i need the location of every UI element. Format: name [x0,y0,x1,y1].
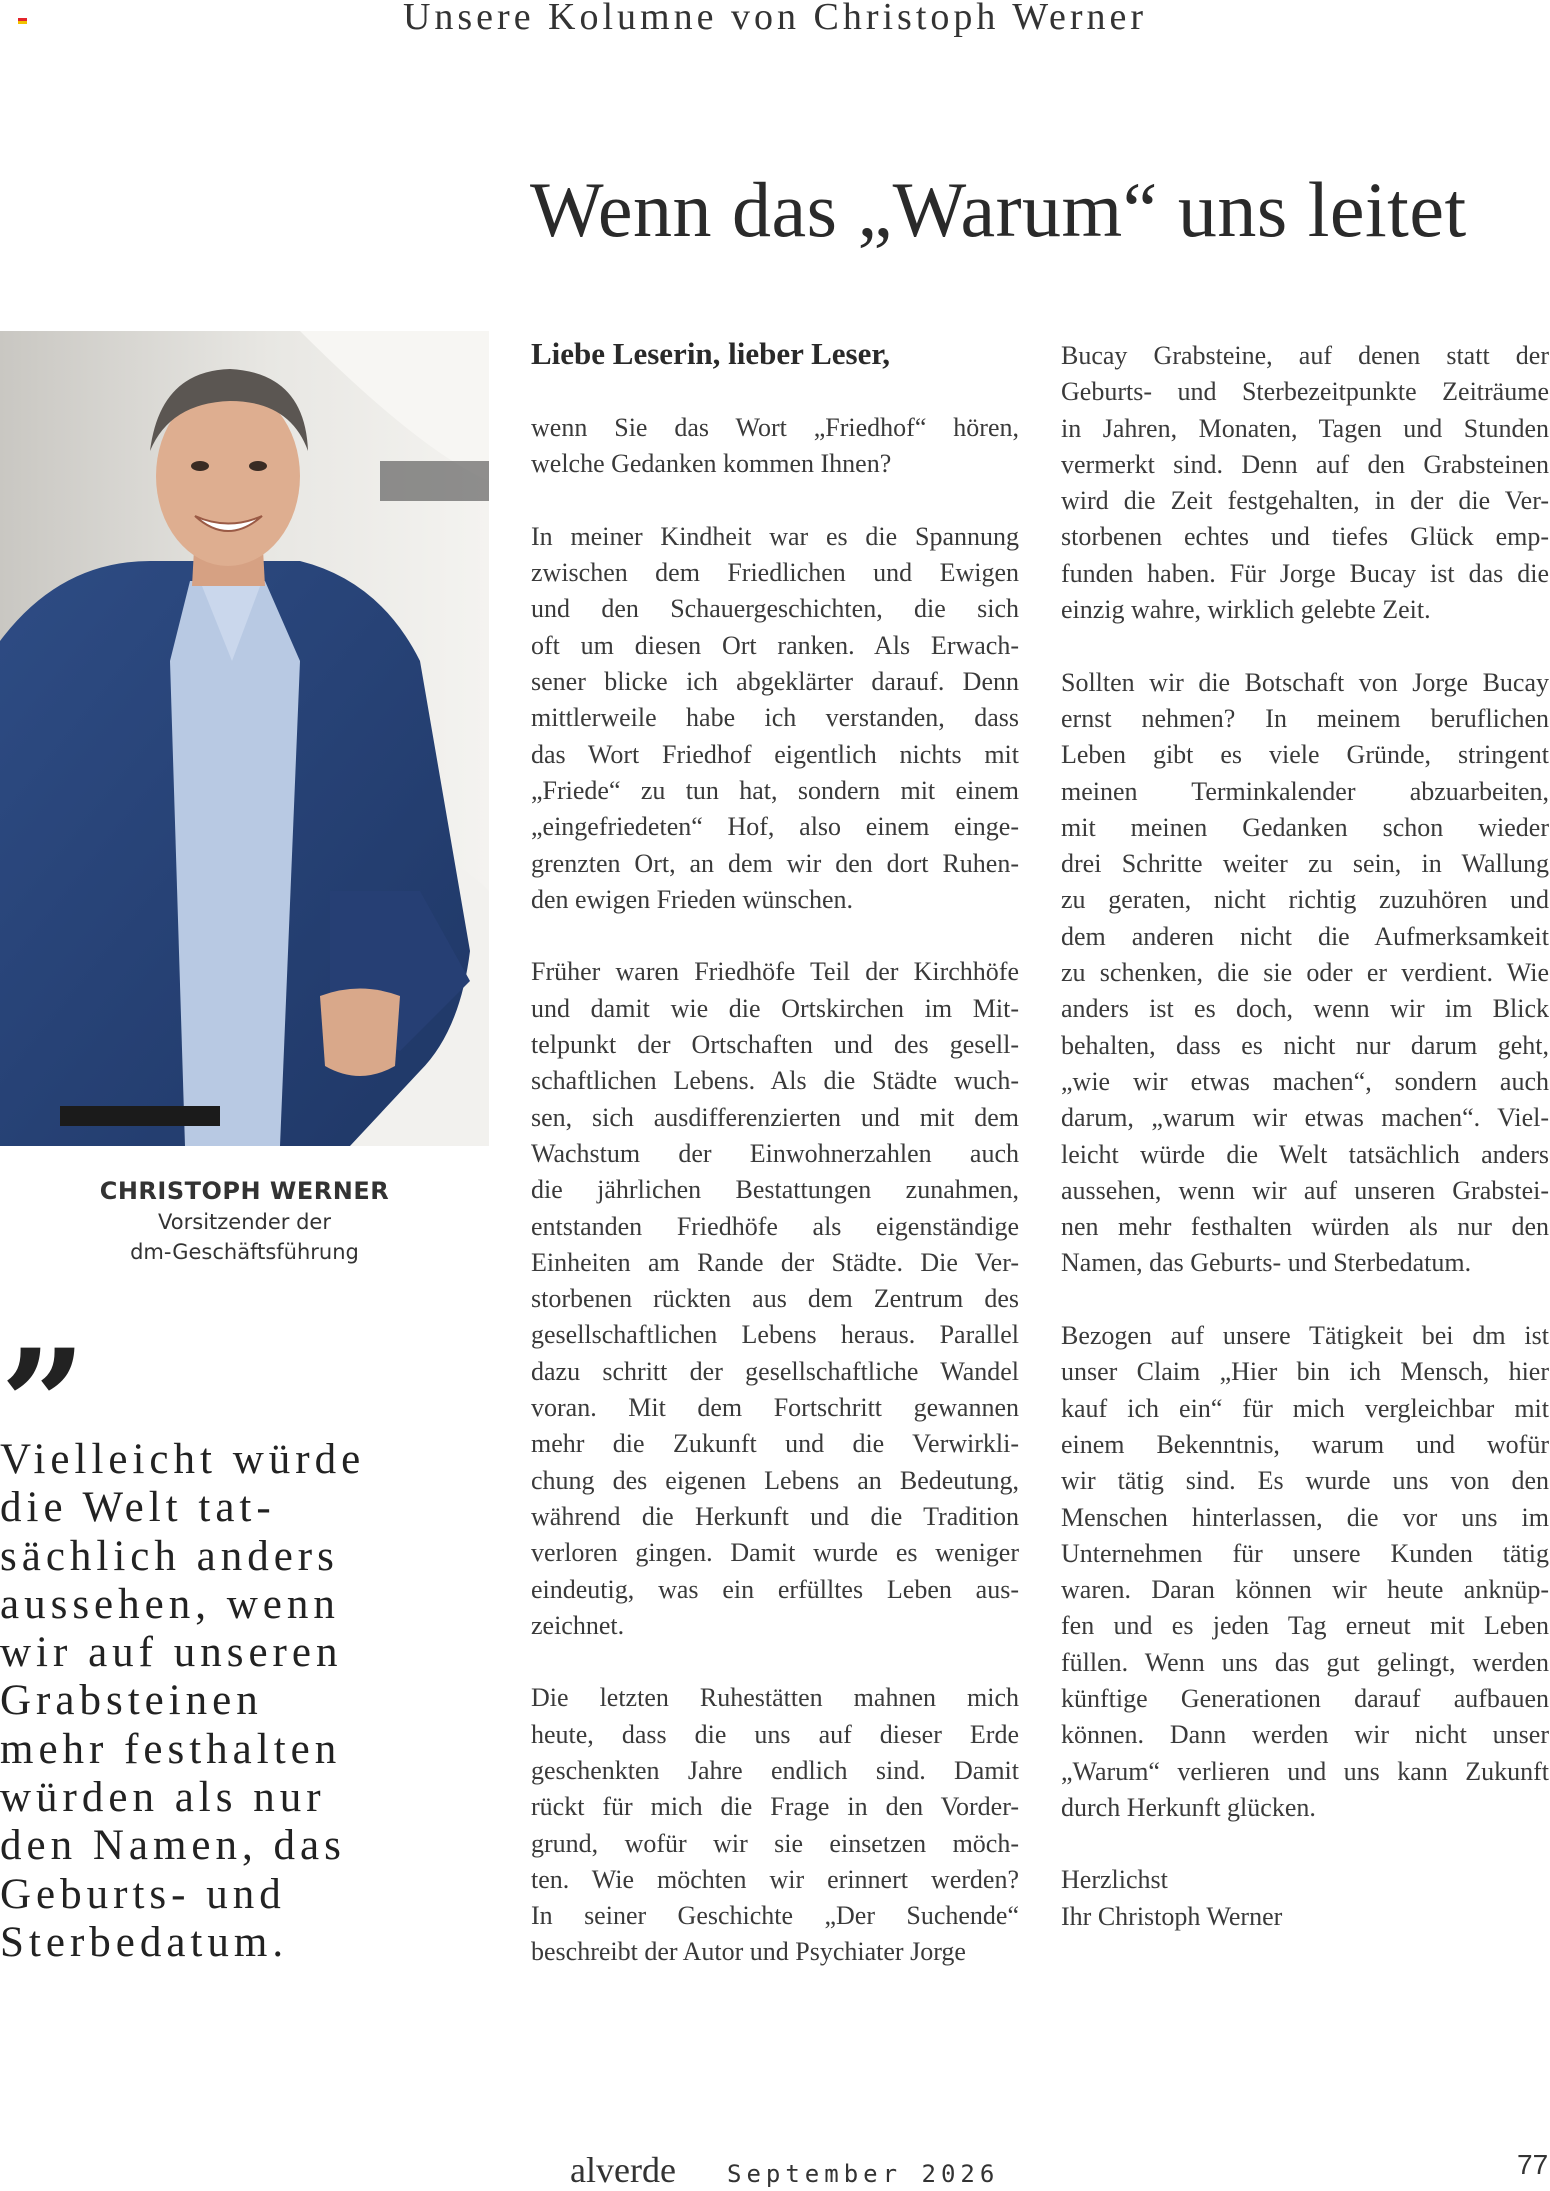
article-text-line: mehr die Zukunft und die Verwirkli- [531,1429,1019,1459]
article-text-line: meinen Terminkalender abzuarbeiten, [1061,776,1549,806]
author-name: CHRISTOPH WERNER [99,1177,390,1205]
article-text-line: „eingefriedeten“ Hof, also einem einge- [531,812,1019,842]
paragraph-gap [1061,1826,1549,1862]
pull-quote-line: mehr festhalten [0,1725,342,1773]
article-text-line: entstanden Friedhöfe als eigenständige [531,1211,1019,1241]
article-text-line: Früher waren Friedhöfe Teil der Kirchhöfe [531,957,1019,987]
article-text-line: telpunkt der Ortschaften und des gesell- [531,1030,1019,1060]
article-text-line: Bezogen auf unsere Tätigkeit bei dm ist [1061,1321,1549,1351]
article-text-line: chung des eigenen Lebens an Bedeutung, [531,1465,1019,1495]
article-text-line: und den Schauergeschichten, die sich [531,594,1019,624]
issue-date: September 2026 [727,2160,1000,2188]
article-salutation: Liebe Leserin, lieber Leser, [531,336,891,371]
article-text-line: „Friede“ zu tun hat, sondern mit einem [531,775,1019,805]
article-text-line: und damit wie die Ortskirchen im Mit- [531,993,1019,1023]
pull-quote-line: den Namen, das [0,1822,346,1870]
article-text-line: unser Claim „Hier bin ich Mensch, hier [1061,1357,1549,1387]
article-text-line: darum, „warum wir etwas machen“. Viel- [1061,1103,1549,1133]
article-text-line: heute, dass die uns auf dieser Erde [531,1719,1019,1749]
article-text-line: einem Bekenntnis, warum und wofür [1061,1429,1549,1459]
article-text-line: oft um diesen Ort ranken. Als Erwach- [531,630,1019,660]
pull-quote-line: Sterbedatum. [0,1918,289,1966]
article-text-line: geschenkten Jahre endlich sind. Damit [531,1755,1019,1785]
article-text-line: voran. Mit dem Fortschritt gewannen [531,1393,1019,1423]
author-role-line2: dm-Geschäftsführung [130,1240,359,1264]
article-text-line: waren. Daran können wir heute anknüp- [1061,1575,1549,1605]
article-text-line: können. Dann werden wir nicht unser [1061,1720,1549,1750]
paragraph-gap [1061,1282,1549,1318]
article-text-line: Herzlichst [1061,1865,1168,1895]
article-text-line: rückt für mich die Frage in den Vorder- [531,1792,1019,1822]
article-text-line: dem anderen nicht die Aufmerksamkeit [1061,921,1549,951]
article-text-line: einzig wahre, wirklich gelebte Zeit. [1061,595,1431,625]
article-text-line: verloren gingen. Damit wurde es weniger [531,1538,1019,1568]
article-text-line: gesellschaftlichen Lebens heraus. Parallel [531,1320,1019,1350]
pull-quote [0,1436,500,1967]
author-role-line1: Vorsitzender der [158,1210,331,1234]
article-text-line: aussehen, wenn wir auf unseren Grabstei- [1061,1175,1549,1205]
pull-quote-line: würden als nur [0,1774,326,1822]
paragraph-gap [1061,628,1549,664]
article-text-line: sener blicke ich abgeklärter darauf. Denn [531,667,1019,697]
article-text-line: füllen. Wenn uns das gut gelingt, werden [1061,1647,1549,1677]
article-text-line: wenn Sie das Wort „Friedhof“ hören, [531,413,1019,442]
article-text-line: zu schenken, die sie oder er verdient. Wie [1061,958,1549,988]
article-text-line: nen mehr festhalten würden als nur den [1061,1212,1549,1242]
article-text-line: den ewigen Frieden wünschen. [531,884,854,914]
article-text-line: durch Herkunft glücken. [1061,1792,1316,1822]
article-text-line: Geburts- und Sterbezeitpunkte Zeiträume [1061,377,1549,407]
article-column-1 [531,410,1019,1971]
article-text-line: Leben gibt es viele Gründe, stringent [1061,740,1549,770]
portrait-photo [0,331,489,1146]
article-text-line: drei Schritte weiter zu sein, in Wallung [1061,849,1549,879]
article-text-line: sen, sich ausdifferenzierten und mit dem [531,1102,1019,1132]
article-text-line: storbenen rückten aus dem Zentrum des [531,1284,1019,1314]
pull-quote-line: Vielleicht würde [0,1436,366,1483]
article-text-line: Wachstum der Einwohnerzahlen auch [531,1138,1019,1168]
pull-quote-line: Grabsteinen [0,1677,263,1725]
article-text-line: grenzten Ort, an dem wir den dort Ruhen- [531,848,1019,878]
article-text-line: wird die Zeit festgehalten, in der die Ver- [1061,486,1549,516]
article-text-line: welche Gedanken kommen Ihnen? [531,449,892,479]
pull-quote-line: sächlich anders [0,1532,339,1580]
article-text-line: schaftlichen Lebens. Als die Städte wuch- [531,1066,1019,1096]
article-text-line: zwischen dem Friedlichen und Ewigen [531,558,1019,588]
article-text-line: künftige Generationen darauf aufbauen [1061,1683,1549,1713]
article-text-line: ten. Wie möchten wir erinnert werden? [531,1864,1019,1894]
article-text-line: während die Herkunft und die Tradition [531,1501,1019,1531]
article-text-line: kauf ich ein“ für mich vergleichbar mit [1061,1393,1549,1423]
article-text-line: Die letzten Ruhestätten mahnen mich [531,1683,1019,1713]
quote-mark-icon: ” [0,1317,87,1493]
article-text-line: beschreibt der Autor und Psychiater Jorge [531,1937,966,1967]
article-text-line: die jährlichen Bestattungen zunahmen, [531,1175,1019,1205]
article-text-line: zeichnet. [531,1610,625,1640]
article-text-line: Unternehmen für unsere Kunden tätig [1061,1538,1549,1568]
article-text-line: ernst nehmen? In meinem beruflichen [1061,703,1549,733]
article-text-line: funden haben. Für Jorge Bucay ist das die [1061,558,1549,588]
article-text-line: das Wort Friedhof eigentlich nichts mit [531,739,1019,769]
article-text-line: dazu schritt der gesellschaftliche Wandel [531,1356,1019,1386]
article-text-line: Sollten wir die Botschaft von Jorge Bucay [1061,667,1549,697]
article-text-line: Menschen hinterlassen, die vor uns im [1061,1502,1549,1532]
article-text-line: Namen, das Geburts- und Sterbedatum. [1061,1248,1472,1278]
portrait-caption [0,1175,489,1267]
pull-quote-line: Geburts- und [0,1870,286,1918]
page-number: 77 [1517,2149,1549,2180]
column-kicker: Unsere Kolumne von Christoph Werner [402,0,1148,38]
article-text-line: behalten, dass es nicht nur darum geht, [1061,1030,1549,1060]
article-text-line: anders ist es doch, wenn wir im Blick [1061,994,1549,1024]
article-text-line: Bucay Grabsteine, auf denen statt der [1061,341,1549,370]
article-text-line: Einheiten am Rande der Städte. Die Ver- [531,1247,1019,1277]
article-text-line: mit meinen Gedanken schon wieder [1061,812,1549,842]
article-headline: Wenn das „Warum“ uns leitet [530,166,1467,253]
article-text-line: In meiner Kindheit war es die Spannung [531,521,1019,551]
article-text-line: zu geraten, nicht richtig zuzuhören und [1061,885,1549,915]
paragraph-gap [531,918,1019,954]
article-text-line: grund, wofür wir sie einsetzen möch- [531,1828,1019,1858]
article-text-line: fen und es jeden Tag erneut mit Leben [1061,1611,1549,1641]
paragraph-gap [531,1644,1019,1680]
pull-quote-line: aussehen, wenn [0,1580,340,1628]
pull-quote-line: wir auf unseren [0,1629,343,1677]
article-text-line: eindeutig, was ein erfülltes Leben aus- [531,1574,1019,1604]
article-column-2 [1061,338,1549,1935]
article-text-line: „wie wir etwas machen“, sondern auch [1061,1066,1549,1096]
article-text-line: mittlerweile habe ich verstanden, dass [531,703,1019,733]
article-text-line: vermerkt sind. Denn auf den Grabsteinen [1061,449,1549,479]
article-text-line: in Jahren, Monaten, Tagen und Stunden [1061,413,1549,443]
article-text-line: storbenen echtes und tiefes Glück emp- [1061,522,1549,552]
pull-quote-line: die Welt tat- [0,1484,276,1532]
paragraph-gap [531,483,1019,519]
magazine-logo: alverde [570,2150,676,2190]
article-text-line: leicht würde die Welt tatsächlich anders [1061,1139,1549,1169]
article-text-line: In seiner Geschichte „Der Suchende“ [531,1901,1019,1931]
article-text-line: „Warum“ verlieren und uns kann Zukunft [1061,1756,1549,1786]
article-text-line: wir tätig sind. Es wurde uns von den [1061,1466,1549,1496]
article-text-line: Ihr Christoph Werner [1061,1901,1283,1931]
